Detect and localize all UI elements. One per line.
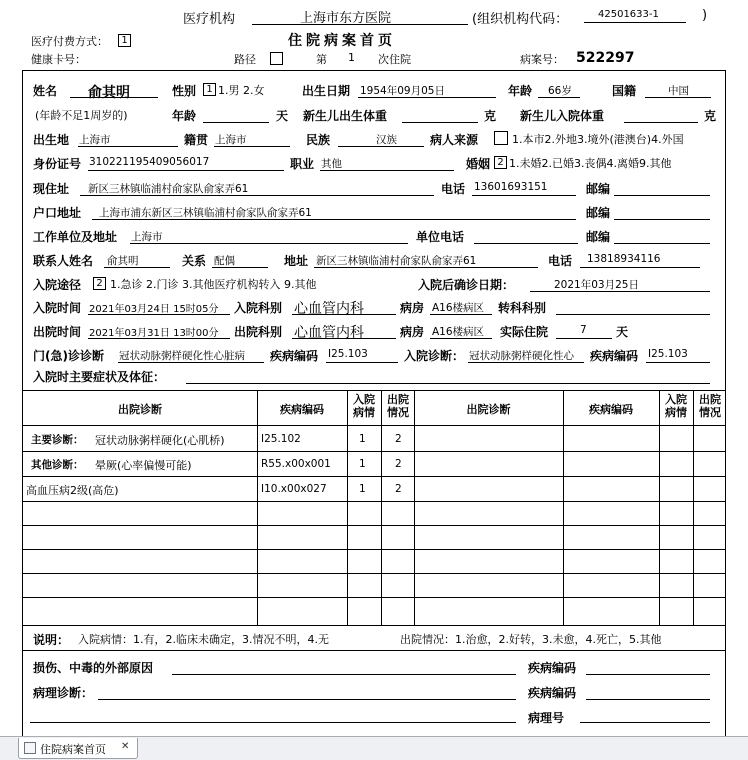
case-no: 522297 xyxy=(576,50,635,66)
marital-options: 1.未婚2.已婚3.丧偶4.离婚9.其他 xyxy=(509,157,672,170)
gram-unit-2: 克 xyxy=(704,109,717,123)
admit-code-label: 疾病编码 xyxy=(590,349,639,363)
marital-box[interactable]: 2 xyxy=(494,156,507,169)
discharge-dept-value[interactable]: 心血管内科 xyxy=(294,325,364,341)
sex-options: 1.男 2.女 xyxy=(218,84,265,97)
job-label: 职业 xyxy=(290,157,315,171)
path-no-label: 病理号 xyxy=(528,711,565,725)
col-admit-cond: 入院病情 xyxy=(353,393,375,419)
admission-times-label: 次住院 xyxy=(378,53,411,66)
col-diag: 出院诊断 xyxy=(118,403,162,416)
discharge-time-label: 出院时间 xyxy=(33,325,82,339)
op-diag-value[interactable]: 冠状动脉粥样硬化性心脏病 xyxy=(119,350,245,362)
outcome: 2 xyxy=(395,458,402,470)
relation-label: 关系 xyxy=(182,254,207,268)
work-value[interactable]: 上海市 xyxy=(131,231,163,243)
admit-time-label: 入院时间 xyxy=(33,301,82,315)
sex-box[interactable]: 1 xyxy=(203,83,216,96)
route-box[interactable]: 2 xyxy=(93,277,106,290)
confirm-date[interactable]: 2021年03月25日 xyxy=(554,279,639,291)
ward-label-2: 病房 xyxy=(400,325,425,339)
admit-dept-value[interactable]: 心血管内科 xyxy=(294,301,364,317)
health-card-label: 健康卡号： xyxy=(31,53,86,66)
row-label: 其他诊断： xyxy=(31,459,84,471)
contact-addr-value[interactable]: 新区三林镇临浦村俞家队俞家弄61 xyxy=(316,255,477,267)
path-label: 病理诊断： xyxy=(33,686,94,700)
injury-code-label: 疾病编码 xyxy=(528,661,577,675)
col-code-2: 疾病编码 xyxy=(589,403,633,416)
newborn-admit-weight-label: 新生儿入院体重 xyxy=(520,109,605,123)
contact-label: 联系人姓名 xyxy=(33,254,94,268)
dob-value[interactable]: 1954年09月05日 xyxy=(360,85,445,97)
source-label: 病人来源 xyxy=(430,133,479,147)
explain-label: 说明： xyxy=(33,633,70,647)
household-label: 户口地址 xyxy=(33,206,82,220)
discharge-dept-label: 出院科别 xyxy=(234,325,283,339)
ethnic-value[interactable]: 汉族 xyxy=(376,134,397,146)
op-diag-label: 门(急)诊诊断 xyxy=(33,349,104,363)
payment-box[interactable]: 1 xyxy=(118,34,131,47)
name-value[interactable]: 俞其明 xyxy=(88,85,130,101)
diag-name: 晕厥(心率偏慢可能) xyxy=(95,459,192,472)
birthplace-label: 出生地 xyxy=(33,133,70,147)
name-label: 姓名 xyxy=(33,84,58,98)
infant-note: (年龄不足1周岁的) xyxy=(35,109,128,122)
id-value[interactable]: 310221195409056017 xyxy=(89,156,210,168)
work-phone-label: 单位电话 xyxy=(416,230,465,244)
age-label: 年龄 xyxy=(508,84,533,98)
tab-medical-record[interactable] xyxy=(18,738,138,759)
org-code: 42501633-1 xyxy=(598,9,659,20)
zip-label: 邮编 xyxy=(586,182,611,196)
nationality-label: 国籍 xyxy=(612,84,637,98)
nationality-value[interactable]: 中国 xyxy=(668,85,689,97)
id-label: 身份证号 xyxy=(33,157,82,171)
ward-label: 病房 xyxy=(400,301,425,315)
outcome: 2 xyxy=(395,483,402,495)
contact-phone-value[interactable]: 13818934116 xyxy=(587,253,661,265)
diag-code: I10.x00x027 xyxy=(261,483,327,495)
gram-unit: 克 xyxy=(484,109,497,123)
pathway-checkbox[interactable] xyxy=(270,52,283,65)
address-value[interactable]: 新区三林镇临浦村俞家队俞家弄61 xyxy=(88,183,249,195)
ward-value[interactable]: A16楼病区 xyxy=(432,302,485,314)
route-label: 入院途径 xyxy=(33,278,82,292)
injury-label: 损伤、中毒的外部原因 xyxy=(33,661,154,675)
route-options: 1.急诊 2.门诊 3.其他医疗机构转入 9.其他 xyxy=(110,278,317,291)
nth-value: 1 xyxy=(348,51,355,64)
native-value[interactable]: 上海市 xyxy=(215,134,247,146)
admit-diag-value[interactable]: 冠状动脉粥样硬化性心 xyxy=(469,350,574,362)
admit-time-value[interactable]: 2021年03月24日 15时05分 xyxy=(89,304,219,315)
zip-label-3: 邮编 xyxy=(586,230,611,244)
confirm-label: 入院后确诊日期： xyxy=(418,278,515,292)
address-label: 现住址 xyxy=(33,182,70,196)
contact-value[interactable]: 俞其明 xyxy=(107,255,139,267)
birthplace-value[interactable]: 上海市 xyxy=(79,134,111,146)
tab-label: 住院病案首页 xyxy=(40,743,106,756)
org-code-label: (组织机构代码： xyxy=(472,12,569,27)
stay-days[interactable]: 7 xyxy=(580,324,587,336)
contact-phone-label: 电话 xyxy=(548,254,573,268)
job-value[interactable]: 其他 xyxy=(321,158,342,170)
path-code-label: 疾病编码 xyxy=(528,686,577,700)
row-label: 主要诊断： xyxy=(31,434,84,446)
zip-label-2: 邮编 xyxy=(586,206,611,220)
stay-label: 实际住院 xyxy=(500,325,549,339)
relation-value[interactable]: 配偶 xyxy=(214,255,235,267)
admit-cond: 1 xyxy=(359,433,366,445)
marital-label: 婚姻 xyxy=(466,157,491,171)
admit-dept-label: 入院科别 xyxy=(234,301,283,315)
diagnosis-table xyxy=(22,390,726,626)
diag-code: R55.x00x001 xyxy=(261,458,331,470)
col-diag-2: 出院诊断 xyxy=(466,403,511,416)
col-admit-cond-2: 入院病情 xyxy=(665,393,687,419)
org-label: 医疗机构 xyxy=(183,12,236,27)
admit-diag-label: 入院诊断： xyxy=(404,349,465,363)
document-icon xyxy=(24,742,36,754)
discharge-time-value[interactable]: 2021年03月31日 13时00分 xyxy=(89,328,219,339)
outcome-note: 出院情况：1.治愈，2.好转，3.未愈，4.死亡，5.其他 xyxy=(400,633,662,646)
nth-label: 第 xyxy=(316,53,327,66)
work-label: 工作单位及地址 xyxy=(33,230,118,244)
source-box[interactable] xyxy=(494,131,508,145)
native-label: 籍贯 xyxy=(184,133,209,147)
infant-age-label: 年龄 xyxy=(172,109,197,123)
diag-name: 高血压病2级(高危) xyxy=(26,484,119,497)
newborn-weight-label: 新生儿出生体重 xyxy=(303,109,388,123)
ward-value-2[interactable]: A16楼病区 xyxy=(432,326,485,338)
hospital-name: 上海市东方医院 xyxy=(300,11,392,26)
sex-label: 性别 xyxy=(172,84,197,98)
source-options: 1.本市2.外地3.境外(港澳台)4.外国 xyxy=(512,133,684,146)
payment-label: 医疗付费方式： xyxy=(31,35,108,48)
page-title: 住院病案首页 xyxy=(288,33,396,49)
org-code-close: ) xyxy=(702,8,708,23)
age-value[interactable]: 66岁 xyxy=(548,85,572,97)
symptoms-label: 入院时主要症状及体征： xyxy=(33,370,166,384)
phone-value[interactable]: 13601693151 xyxy=(474,181,548,193)
col-code: 疾病编码 xyxy=(280,403,324,416)
diag-code: I25.102 xyxy=(261,433,301,445)
stay-unit: 天 xyxy=(616,325,629,339)
col-outcome-2: 出院情况 xyxy=(699,393,721,419)
op-code-value[interactable]: I25.103 xyxy=(328,348,368,360)
contact-addr-label: 地址 xyxy=(284,254,309,268)
case-no-label: 病案号： xyxy=(520,53,564,66)
admit-code-value[interactable]: I25.103 xyxy=(648,348,688,360)
ethnic-label: 民族 xyxy=(306,133,331,147)
phone-label: 电话 xyxy=(441,182,466,196)
transfer-label: 转科科别 xyxy=(498,301,547,315)
admit-cond: 1 xyxy=(359,458,366,470)
outcome: 2 xyxy=(395,433,402,445)
household-value[interactable]: 上海市浦东新区三林镇临浦村俞家队俞家弄61 xyxy=(99,207,312,219)
op-code-label: 疾病编码 xyxy=(270,349,319,363)
tab-bar xyxy=(0,736,748,760)
admit-cond: 1 xyxy=(359,483,366,495)
col-outcome: 出院情况 xyxy=(387,393,409,419)
dob-label: 出生日期 xyxy=(302,84,351,98)
diag-name: 冠状动脉粥样硬化(心肌桥) xyxy=(95,434,225,447)
day-unit: 天 xyxy=(276,109,289,123)
admit-cond-note: 入院病情：1.有，2.临床未确定，3.情况不明，4.无 xyxy=(78,633,329,646)
close-icon[interactable]: ✕ xyxy=(121,741,130,752)
pathway-label: 路径 xyxy=(234,53,256,66)
